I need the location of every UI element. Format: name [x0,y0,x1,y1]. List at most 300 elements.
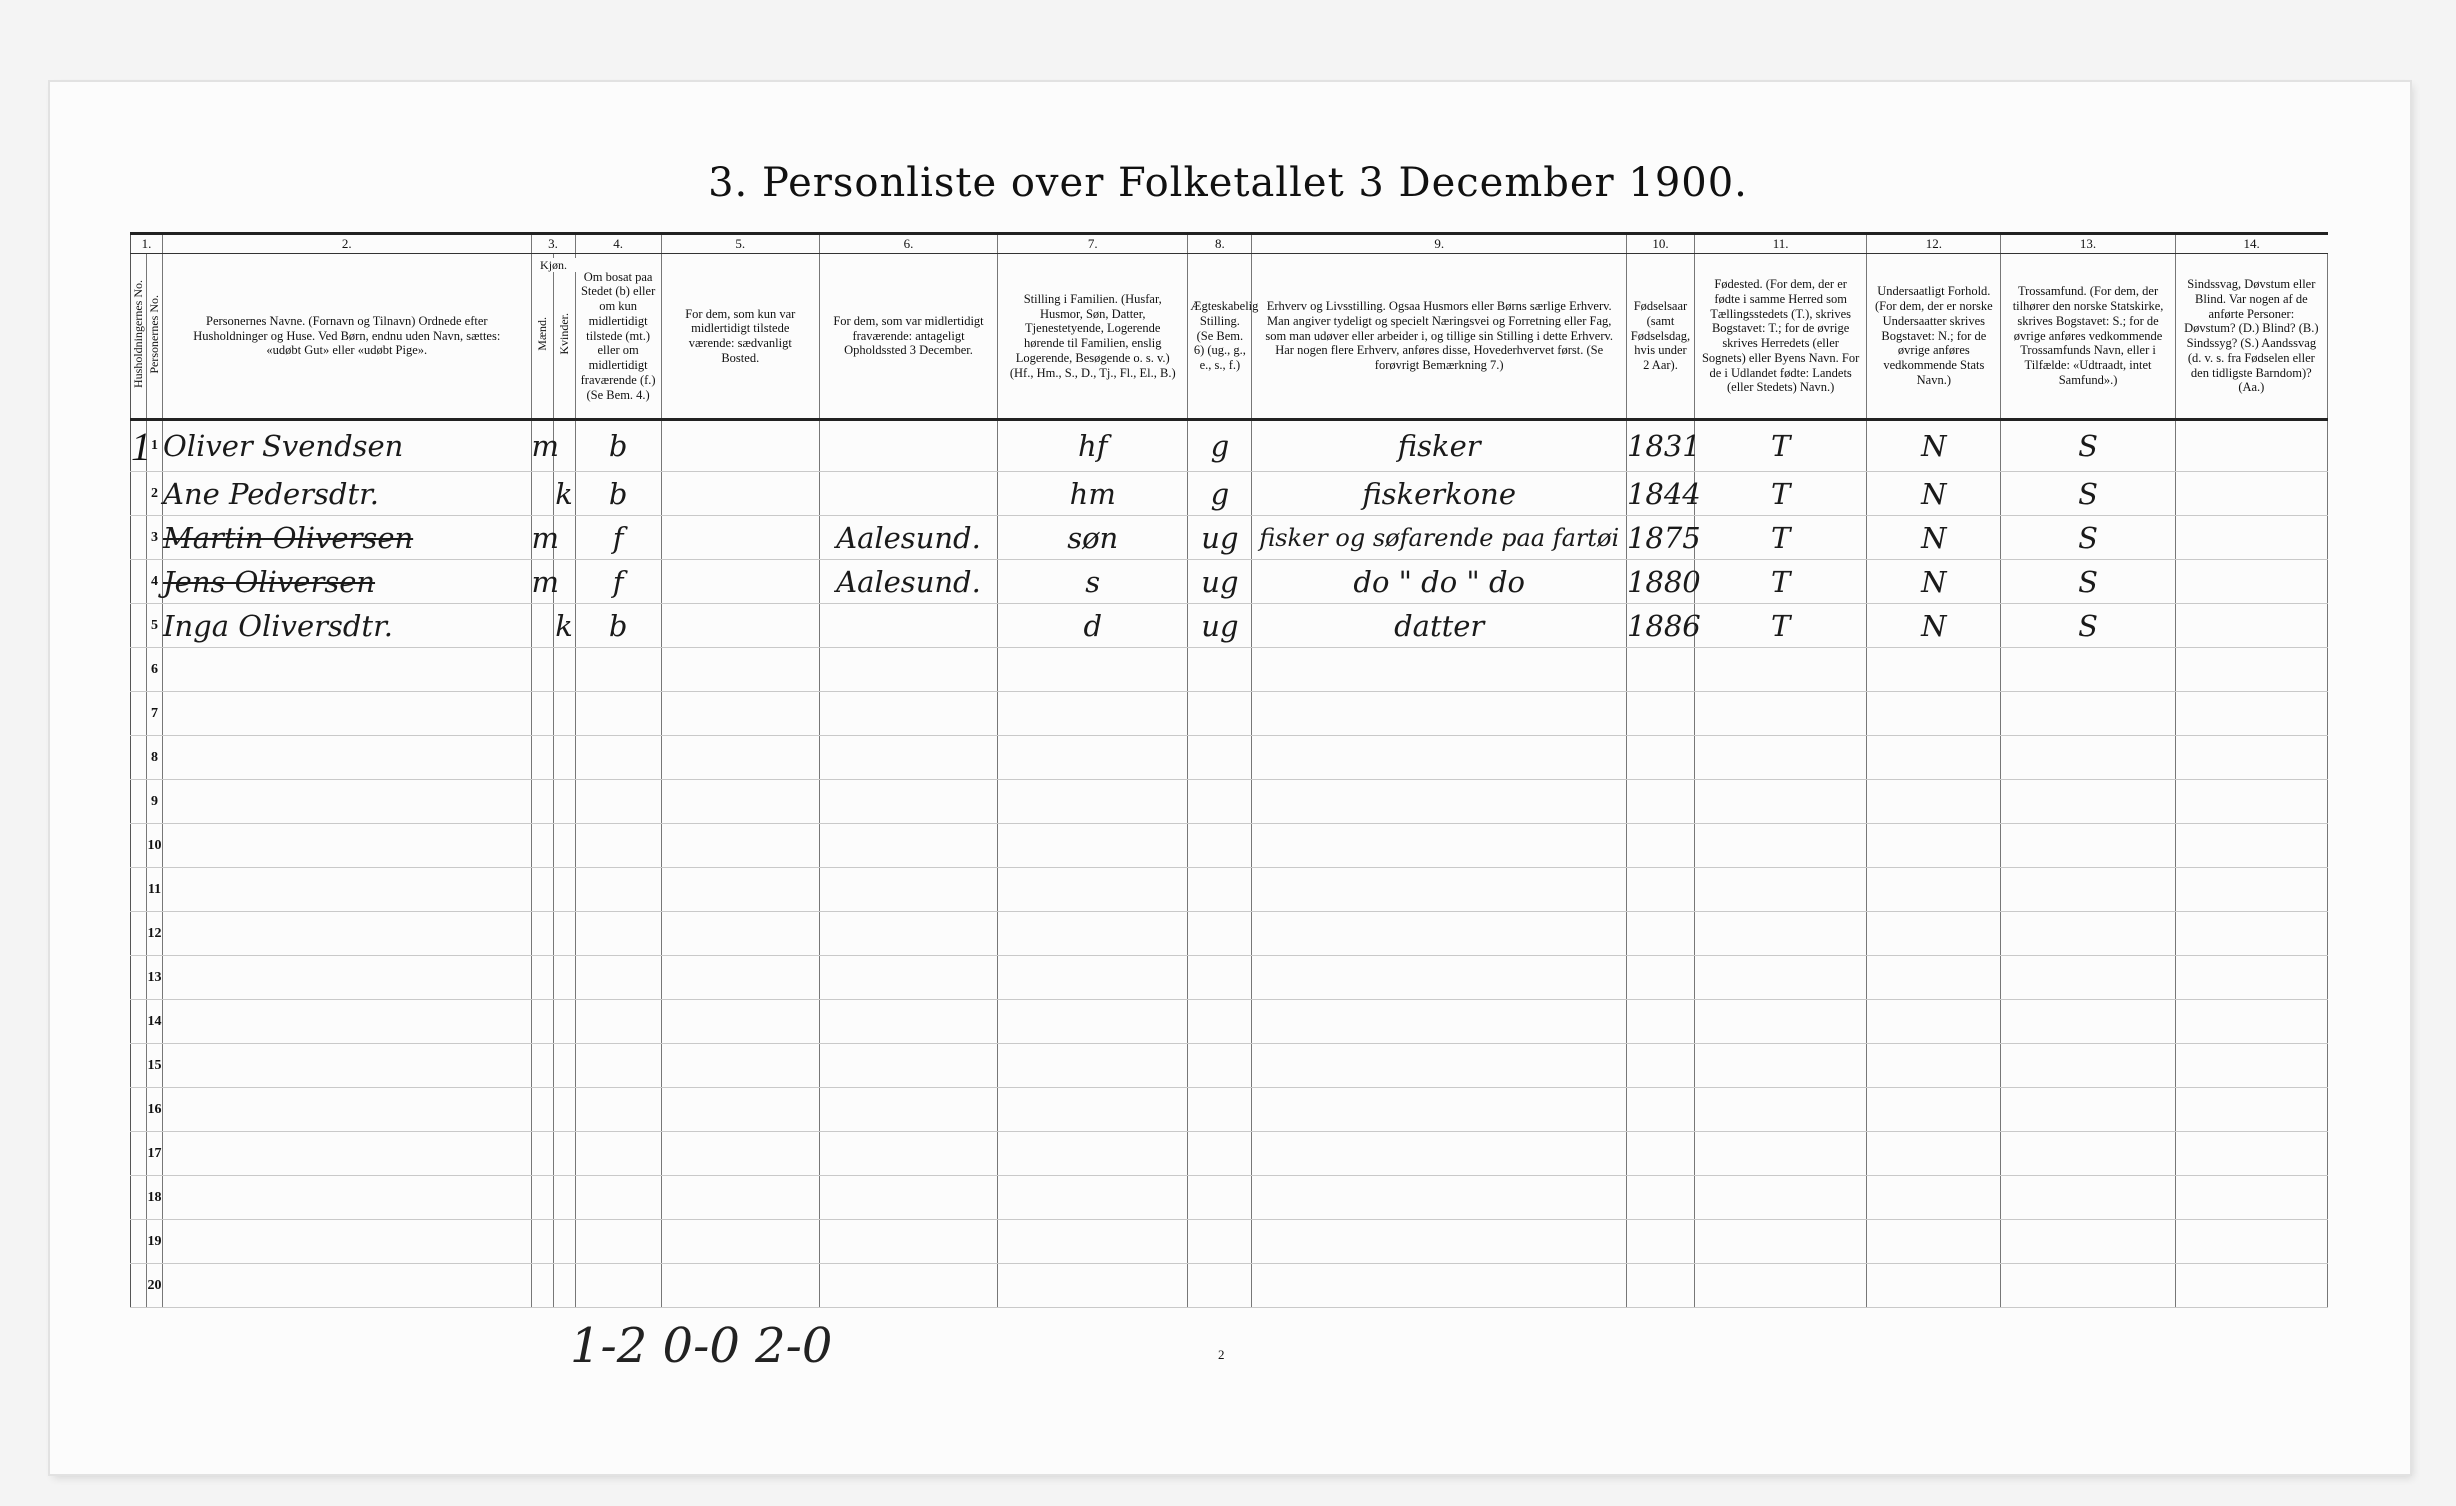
cell-marital-status [1188,736,1252,780]
cell-religion: S [2001,420,2175,472]
cell-citizenship [1867,912,2001,956]
cell-birthplace: T [1695,604,1867,648]
cell-family-position: d [998,604,1188,648]
cell-disability [2175,516,2327,560]
col-num-9: 9. [1252,234,1627,254]
cell-sex-female [553,956,575,1000]
cell-occupation [1252,868,1627,912]
page-title: 3. Personliste over Folketallet 3 December 1900. [708,160,1748,206]
cell-citizenship [1867,1088,2001,1132]
cell-usual-residence [661,824,819,868]
cell-sex-male [531,1264,553,1308]
cell-birthplace [1695,648,1867,692]
cell-sex-male [531,1044,553,1088]
cell-religion [2001,692,2175,736]
cell-sex-male: m [531,516,553,560]
cell-temp-location [819,912,997,956]
cell-disability [2175,692,2327,736]
col-num-1: 1. [131,234,163,254]
cell-temp-location [819,824,997,868]
cell-sex-male [531,736,553,780]
table-row [131,692,2328,736]
cell-marital-status [1188,1220,1252,1264]
cell-occupation: do " do " do [1252,560,1627,604]
cell-sex-male: m [531,560,553,604]
cell-temp-location [819,1088,997,1132]
cell-sex-female [553,868,575,912]
summary-tally: 1-2 0-0 2-0 [570,1318,833,1374]
cell-citizenship [1867,1220,2001,1264]
cell-person-no: 3 [147,516,163,560]
header-sex-female: Kvinder. [553,254,575,420]
cell-disability [2175,1132,2327,1176]
cell-family-position [998,1132,1188,1176]
table-row [131,472,2328,516]
table-row [131,780,2328,824]
cell-temp-location [819,1220,997,1264]
table-row [131,824,2328,868]
cell-birth-year [1626,1176,1694,1220]
header-sex-m-label: Mænd. [534,317,549,351]
header-usual-residence: For dem, som kun var midlertidigt tilstede værende: sædvanligt Bosted. [661,254,819,420]
cell-usual-residence [661,420,819,472]
cell-religion: S [2001,560,2175,604]
cell-household-no [131,824,147,868]
cell-sex-female [553,1132,575,1176]
cell-residence-status [575,1088,661,1132]
cell-family-position [998,780,1188,824]
cell-birthplace [1695,1176,1867,1220]
cell-birth-year [1626,912,1694,956]
cell-occupation [1252,1220,1627,1264]
cell-usual-residence [661,692,819,736]
cell-residence-status [575,648,661,692]
cell-disability [2175,780,2327,824]
table-row [131,1264,2328,1308]
cell-residence-status [575,912,661,956]
cell-citizenship: N [1867,604,2001,648]
cell-religion [2001,1176,2175,1220]
col-num-11: 11. [1695,234,1867,254]
cell-birthplace [1695,868,1867,912]
cell-birthplace [1695,1264,1867,1308]
cell-marital-status [1188,912,1252,956]
cell-family-position [998,692,1188,736]
cell-person-no: 19 [147,1220,163,1264]
cell-marital-status [1188,1264,1252,1308]
cell-disability [2175,912,2327,956]
cell-religion [2001,1044,2175,1088]
cell-occupation [1252,648,1627,692]
header-temp-location: For dem, som var midlertidigt fraværende: antageligt Opholdssted 3 December. [819,254,997,420]
table-row [131,736,2328,780]
cell-family-position: søn [998,516,1188,560]
table-row [131,1132,2328,1176]
cell-sex-male [531,1220,553,1264]
cell-disability [2175,956,2327,1000]
cell-occupation [1252,1176,1627,1220]
cell-household-no [131,1044,147,1088]
cell-household-no [131,1132,147,1176]
cell-person-name [163,956,532,1000]
header-residence-status: Om bosat paa Stedet (b) eller om kun midlertidigt tilstede (mt.) eller om midlertidigt fraværende (f.) (Se Bem. 4.) [575,254,661,420]
cell-sex-male [531,1088,553,1132]
table-row [131,1044,2328,1088]
cell-religion [2001,1264,2175,1308]
header-marital-status: Ægteskabelig Stilling. (Se Bem. 6) (ug., g., e., s., f.) [1188,254,1252,420]
cell-person-no: 4 [147,560,163,604]
cell-household-no [131,1088,147,1132]
cell-family-position: hf [998,420,1188,472]
cell-disability [2175,1220,2327,1264]
cell-birth-year: 1831 [1626,420,1694,472]
cell-disability [2175,420,2327,472]
cell-marital-status: ug [1188,516,1252,560]
cell-birthplace [1695,780,1867,824]
cell-residence-status: f [575,516,661,560]
table-row [131,956,2328,1000]
cell-occupation [1252,1044,1627,1088]
cell-marital-status: g [1188,420,1252,472]
header-names: Personernes Navne. (Fornavn og Tilnavn) Ordnede efter Husholdninger og Huse. Ved Børn, endnu uden Navn, sættes: «udøbt Gut» eller «udøbt Pige». [163,254,532,420]
col-num-2: 2. [163,234,532,254]
cell-occupation [1252,1000,1627,1044]
cell-occupation [1252,956,1627,1000]
cell-religion [2001,1088,2175,1132]
cell-family-position [998,1220,1188,1264]
cell-citizenship [1867,1044,2001,1088]
cell-citizenship [1867,648,2001,692]
cell-family-position [998,868,1188,912]
cell-marital-status [1188,1132,1252,1176]
cell-religion: S [2001,472,2175,516]
col-num-14: 14. [2175,234,2327,254]
cell-household-no [131,1000,147,1044]
cell-person-no: 8 [147,736,163,780]
cell-citizenship [1867,692,2001,736]
cell-household-no [131,1264,147,1308]
cell-birthplace [1695,736,1867,780]
cell-person-no: 6 [147,648,163,692]
col-num-8: 8. [1188,234,1252,254]
cell-person-no: 16 [147,1088,163,1132]
cell-sex-male [531,472,553,516]
cell-religion: S [2001,604,2175,648]
cell-birth-year [1626,1220,1694,1264]
cell-person-no: 13 [147,956,163,1000]
cell-birth-year [1626,736,1694,780]
cell-disability [2175,868,2327,912]
cell-marital-status [1188,1176,1252,1220]
cell-citizenship [1867,1132,2001,1176]
cell-person-name [163,692,532,736]
cell-family-position [998,648,1188,692]
cell-marital-status [1188,956,1252,1000]
cell-birth-year [1626,956,1694,1000]
table-row [131,912,2328,956]
cell-family-position [998,1044,1188,1088]
cell-marital-status [1188,648,1252,692]
cell-birthplace: T [1695,472,1867,516]
cell-citizenship [1867,868,2001,912]
cell-person-name [163,1132,532,1176]
cell-birthplace [1695,824,1867,868]
cell-sex-male [531,604,553,648]
cell-usual-residence [661,1132,819,1176]
cell-residence-status [575,956,661,1000]
cell-family-position [998,912,1188,956]
col-num-5: 5. [661,234,819,254]
cell-disability [2175,1000,2327,1044]
header-person-no: Personernes No. [147,254,163,420]
cell-occupation [1252,692,1627,736]
cell-residence-status [575,1000,661,1044]
cell-usual-residence [661,868,819,912]
cell-sex-female [553,1088,575,1132]
cell-residence-status [575,1264,661,1308]
cell-temp-location [819,692,997,736]
cell-sex-female [553,1264,575,1308]
cell-residence-status [575,1044,661,1088]
table-row [131,1088,2328,1132]
cell-person-no: 17 [147,1132,163,1176]
cell-disability [2175,648,2327,692]
cell-disability [2175,604,2327,648]
cell-birthplace [1695,912,1867,956]
header-sex-title: Kjøn. [532,258,576,272]
cell-citizenship [1867,736,2001,780]
cell-birthplace [1695,1000,1867,1044]
cell-household-no [131,648,147,692]
cell-household-no [131,1220,147,1264]
cell-religion [2001,824,2175,868]
cell-birthplace [1695,956,1867,1000]
cell-marital-status: ug [1188,604,1252,648]
header-disability: Sindssvag, Døvstum eller Blind. Var nogen af de anførte Personer: Døvstum? (D.) Blind? (B.) Sindssyg? (S.) Aandssvag (d. v. s. fra Fødselen eller den tidligste Barndom)? (Aa.) [2175,254,2327,420]
cell-birth-year [1626,868,1694,912]
cell-usual-residence [661,1176,819,1220]
cell-birthplace [1695,1088,1867,1132]
cell-occupation [1252,1088,1627,1132]
cell-marital-status [1188,868,1252,912]
column-number-row [131,234,2328,254]
cell-temp-location [819,1000,997,1044]
cell-occupation [1252,912,1627,956]
cell-sex-male [531,1000,553,1044]
table-row [131,648,2328,692]
cell-religion [2001,1000,2175,1044]
cell-sex-female: k [553,604,575,648]
cell-usual-residence [661,516,819,560]
cell-usual-residence [661,736,819,780]
cell-birth-year [1626,692,1694,736]
cell-person-no: 12 [147,912,163,956]
cell-person-no: 18 [147,1176,163,1220]
table-row [131,420,2328,472]
cell-marital-status [1188,780,1252,824]
cell-temp-location [819,736,997,780]
header-household-no: Husholdningernes No. [131,254,147,420]
cell-occupation [1252,1132,1627,1176]
cell-household-no [131,956,147,1000]
cell-household-no [131,868,147,912]
cell-birth-year [1626,1000,1694,1044]
cell-disability [2175,1088,2327,1132]
cell-person-name: Ane Pedersdtr. [163,472,532,516]
cell-household-no [131,912,147,956]
col-num-3: 3. [531,234,575,254]
cell-person-no: 10 [147,824,163,868]
cell-residence-status [575,1220,661,1264]
census-table [130,232,2328,1308]
col-num-10: 10. [1626,234,1694,254]
cell-sex-female [553,824,575,868]
cell-usual-residence [661,1088,819,1132]
col-num-12: 12. [1867,234,2001,254]
cell-occupation: fiskerkone [1252,472,1627,516]
cell-usual-residence [661,1220,819,1264]
cell-person-name [163,824,532,868]
cell-marital-status [1188,692,1252,736]
cell-birthplace [1695,692,1867,736]
cell-disability [2175,472,2327,516]
header-birthplace: Fødested. (For dem, der er fødte i samme Herred som Tællingsstedets (T.), skrives Bogstavet: T.; for de øvrige skrives Herredets (eller Sognets) eller Byens Navn. For de i Udlandet fødte: Landets (eller Stedets) Navn.) [1695,254,1867,420]
cell-person-name [163,1176,532,1220]
cell-sex-female [553,1176,575,1220]
cell-sex-female [553,692,575,736]
cell-person-no: 11 [147,868,163,912]
cell-family-position [998,1000,1188,1044]
cell-sex-male [531,824,553,868]
cell-disability [2175,1264,2327,1308]
cell-marital-status [1188,824,1252,868]
cell-usual-residence [661,560,819,604]
cell-household-no [131,604,147,648]
table-row [131,1220,2328,1264]
cell-birthplace [1695,1044,1867,1088]
table-row [131,516,2328,560]
cell-temp-location [819,1132,997,1176]
cell-residence-status [575,736,661,780]
cell-family-position [998,824,1188,868]
cell-residence-status: b [575,472,661,516]
cell-usual-residence [661,472,819,516]
cell-sex-male [531,1176,553,1220]
page-number: 2 [1218,1347,1225,1362]
cell-birth-year [1626,824,1694,868]
cell-temp-location [819,604,997,648]
cell-residence-status [575,1132,661,1176]
cell-occupation: fisker [1252,420,1627,472]
cell-usual-residence [661,1000,819,1044]
cell-religion [2001,736,2175,780]
cell-birth-year: 1844 [1626,472,1694,516]
header-citizenship: Undersaatligt Forhold. (For dem, der er norske Undersaatter skrives Bogstavet: N.; for de øvrige anføres vedkommende Stats Navn.) [1867,254,2001,420]
cell-birth-year [1626,1044,1694,1088]
cell-birthplace [1695,1132,1867,1176]
cell-person-no: 2 [147,472,163,516]
cell-citizenship [1867,824,2001,868]
cell-citizenship: N [1867,472,2001,516]
cell-usual-residence [661,604,819,648]
header-religion: Trossamfund. (For dem, der tilhører den norske Statskirke, skrives Bogstavet: S.; for de øvrige anføres vedkommende Trossamfunds Navn, eller i Tilfælde: «Udtraadt, intet Samfund».) [2001,254,2175,420]
cell-residence-status [575,868,661,912]
cell-temp-location: Aalesund. [819,516,997,560]
cell-temp-location [819,1176,997,1220]
column-header-row [131,254,2328,420]
cell-occupation: datter [1252,604,1627,648]
cell-citizenship: N [1867,560,2001,604]
cell-religion [2001,956,2175,1000]
cell-birthplace: T [1695,420,1867,472]
cell-person-name: Oliver Svendsen [163,420,532,472]
cell-person-name [163,868,532,912]
cell-family-position: hm [998,472,1188,516]
cell-person-no: 1 [147,420,163,472]
cell-residence-status [575,692,661,736]
cell-usual-residence [661,912,819,956]
cell-birth-year [1626,780,1694,824]
cell-person-name [163,1044,532,1088]
cell-occupation: fisker og søfarende paa fartøi [1252,516,1627,560]
cell-residence-status [575,824,661,868]
table-row [131,560,2328,604]
cell-birth-year: 1880 [1626,560,1694,604]
cell-birth-year [1626,1088,1694,1132]
cell-person-name: Inga Oliversdtr. [163,604,532,648]
cell-religion [2001,648,2175,692]
cell-birth-year [1626,1132,1694,1176]
cell-occupation [1252,736,1627,780]
cell-person-no: 5 [147,604,163,648]
cell-birthplace: T [1695,560,1867,604]
cell-religion [2001,868,2175,912]
cell-person-name [163,1000,532,1044]
cell-sex-female [553,736,575,780]
cell-family-position: s [998,560,1188,604]
cell-sex-female [553,780,575,824]
cell-birthplace: T [1695,516,1867,560]
cell-person-name [163,912,532,956]
cell-usual-residence [661,956,819,1000]
header-family-position: Stilling i Familien. (Husfar, Husmor, Søn, Datter, Tjenestetyende, Logerende hørende til Familien, enslig Logerende, Besøgende o. s. v.) (Hf., Hm., S., D., Tj., Fl., El., B.) [998,254,1188,420]
cell-birth-year [1626,648,1694,692]
cell-person-no: 14 [147,1000,163,1044]
cell-citizenship [1867,956,2001,1000]
cell-disability [2175,824,2327,868]
cell-disability [2175,736,2327,780]
header-birth-year: Fødselsaar (samt Fødselsdag, hvis under 2 Aar). [1626,254,1694,420]
cell-household-no [131,560,147,604]
cell-household-no [131,692,147,736]
cell-citizenship [1867,1264,2001,1308]
cell-marital-status: ug [1188,560,1252,604]
cell-disability [2175,1044,2327,1088]
cell-usual-residence [661,648,819,692]
cell-residence-status: b [575,604,661,648]
table-row [131,604,2328,648]
cell-occupation [1252,824,1627,868]
col-num-6: 6. [819,234,997,254]
cell-sex-male [531,692,553,736]
cell-religion [2001,1132,2175,1176]
cell-sex-female: k [553,472,575,516]
cell-sex-female [553,912,575,956]
cell-usual-residence [661,1044,819,1088]
cell-disability [2175,560,2327,604]
cell-birth-year: 1875 [1626,516,1694,560]
table-row [131,1176,2328,1220]
